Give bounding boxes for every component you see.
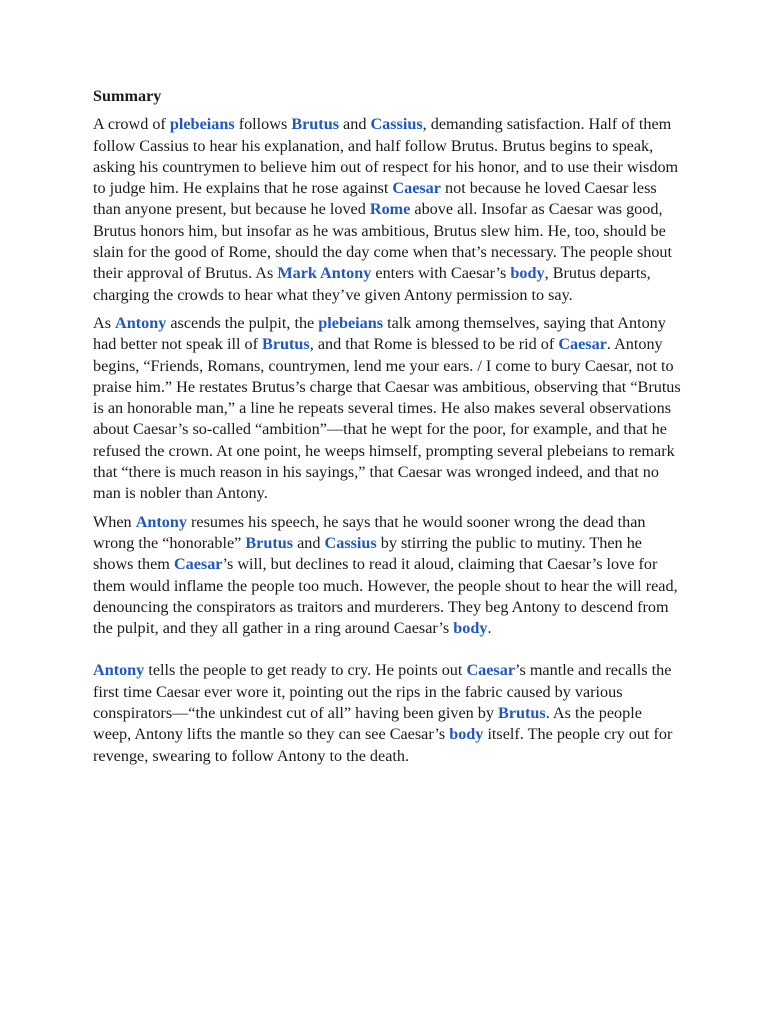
keyword-link-mark-antony[interactable]: Mark Antony bbox=[277, 264, 372, 283]
paragraph bbox=[93, 313, 683, 505]
keyword-link-caesar[interactable]: Caesar bbox=[466, 661, 515, 680]
paragraph-text: tells the people to get ready to cry. He points out bbox=[144, 661, 467, 680]
keyword-link-antony[interactable]: Antony bbox=[115, 313, 167, 332]
paragraph-text: by stirring the public to mutiny. Then he shows them bbox=[93, 533, 642, 574]
paragraph-text: When bbox=[93, 512, 136, 531]
paragraph-text: not because he loved Caesar less than anyone present, but because he loved bbox=[93, 179, 657, 219]
paragraph-text: ’s mantle and recalls the first time Caesar ever wore it, pointing out the rips in the fabric caused by various conspirators—“the unkindest cut of all” having been given by bbox=[93, 661, 672, 723]
keyword-link-caesar[interactable]: Caesar bbox=[392, 179, 441, 198]
keyword-link-brutus[interactable]: Brutus bbox=[245, 533, 294, 552]
keyword-link-plebeians[interactable]: plebeians bbox=[169, 115, 235, 134]
summary-heading: Summary bbox=[93, 87, 162, 105]
keyword-link-caesar[interactable]: Caesar bbox=[558, 335, 607, 354]
paragraph-text: , and that Rome is blessed to be rid of bbox=[309, 335, 559, 354]
keyword-link-rome[interactable]: Rome bbox=[369, 200, 411, 219]
keyword-link-caesar[interactable]: Caesar bbox=[173, 555, 223, 574]
paragraph-text: , Brutus departs, charging the crowds to hear what they’ve given Antony permission to say. bbox=[93, 264, 651, 304]
paragraph-text: resumes his speech, he says that he would sooner wrong the dead than wrong the “honorable” bbox=[93, 512, 646, 552]
keyword-link-brutus[interactable]: Brutus bbox=[498, 704, 546, 723]
document-page bbox=[93, 86, 683, 774]
paragraph-text: . bbox=[487, 619, 492, 638]
keyword-link-antony[interactable]: Antony bbox=[93, 661, 145, 680]
paragraph-text: talk among themselves, saying that Antony had better not speak ill of bbox=[93, 313, 666, 354]
paragraph-text: and bbox=[339, 115, 371, 134]
paragraph-text: . Antony begins, “Friends, Romans, countrymen, lend me your ears. / I come to bury Caesar, not to praise him.” He restates Brutus’s charge that Caesar was ambitious, observing that “Brutus is an honorable man,” a line he repeats several times. He also makes several observations about Caesar’s so-called “ambition”—that he wept for the poor, for example, and that he refused the crown. At one point, he weeps himself, prompting several plebeians to remark that “there is much reason in his sayings,” that Caesar was wronged indeed, and that no man is nobler than Antony. bbox=[93, 335, 681, 503]
keyword-link-body[interactable]: body bbox=[453, 619, 488, 638]
keyword-link-cassius[interactable]: Cassius bbox=[324, 533, 377, 552]
paragraph-text: ascends the pulpit, the bbox=[166, 313, 319, 332]
keyword-link-body[interactable]: body bbox=[449, 725, 484, 744]
paragraph bbox=[93, 660, 683, 766]
keyword-link-plebeians[interactable]: plebeians bbox=[318, 313, 384, 332]
paragraph-text: ’s will, but declines to read it aloud, claiming that Caesar’s love for them would inflame the people too much. However, the people shout to hear the will read, denouncing the conspirators as traitors and murderers. They beg Antony to descend from the pulpit, and they all gather in a ring around Caesar’s bbox=[93, 555, 678, 638]
keyword-link-brutus[interactable]: Brutus bbox=[262, 335, 310, 354]
keyword-link-cassius[interactable]: Cassius bbox=[370, 115, 423, 134]
paragraph-text: As bbox=[93, 313, 116, 332]
keyword-link-antony[interactable]: Antony bbox=[135, 512, 187, 531]
paragraph-text: follows bbox=[234, 115, 292, 134]
paragraph-text: above all. Insofar as Caesar was good, Brutus honors him, but insofar as he was ambitious, Brutus slew him. He, too, should be slain for the good of Rome, should the day come when that’s necessary. The people shout their approval of Brutus. As bbox=[93, 200, 673, 283]
keyword-link-brutus[interactable]: Brutus bbox=[291, 115, 339, 134]
paragraph bbox=[93, 512, 683, 640]
keyword-link-body[interactable]: body bbox=[510, 264, 545, 283]
paragraph-text: A crowd of bbox=[93, 115, 170, 134]
paragraph-text: , demanding satisfaction. Half of them follow Cassius to hear his explanation, and half follow Brutus. Brutus begins to speak, asking his countrymen to believe him out of respect for his honor, and to use their wisdom to judge him. He explains that he rose against bbox=[93, 115, 679, 198]
paragraph-text: and bbox=[293, 533, 325, 552]
paragraph bbox=[93, 114, 683, 306]
paragraph-text: enters with Caesar’s bbox=[371, 264, 511, 283]
paragraph-text: itself. The people cry out for revenge, swearing to follow Antony to the death. bbox=[93, 725, 673, 765]
paragraph-text: . As the people weep, Antony lifts the mantle so they can see Caesar’s bbox=[93, 704, 642, 744]
